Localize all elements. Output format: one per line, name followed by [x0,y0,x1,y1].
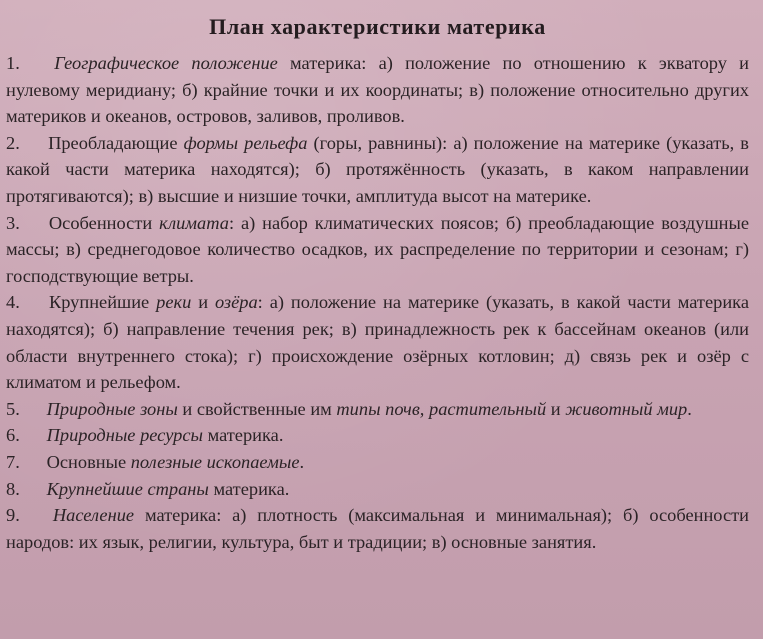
plan-item-5 [6,396,749,423]
item-number: 7. [6,451,20,472]
item-italic-2: типы почв, растительный [336,398,547,419]
item-italic: климата [159,212,229,233]
item-italic: формы рельефа [183,132,308,153]
item-italic: Крупнейшие страны [46,478,209,499]
item-lead: Особенности [48,212,160,233]
item-text: материка: а) плотность (максимальная и минимальная); б) особенности народов: их язык, религии, культура, быт и традиции; в) основные занятия. [6,505,749,552]
item-number: 8. [6,478,20,499]
item-number: 6. [6,425,20,446]
item-text: . [687,398,692,419]
item-italic: Природные ресурсы [46,425,203,446]
plan-item-7 [6,449,749,476]
item-number: 9. [6,505,20,526]
plan-item-1 [6,50,749,130]
item-italic-2: озёра [214,292,258,313]
item-text: материка. [202,425,284,446]
plan-item-4 [6,289,749,395]
plan-item-2 [6,130,749,210]
item-text: материка: а) положение по отношению к экватору и нулевому меридиану; б) крайние точки и их координаты; в) положение относительно других материков и океанов, островов, заливов, проливов. [6,53,749,127]
item-italic: полезные ископаемые [130,451,300,472]
item-italic: Население [52,505,135,526]
item-italic-3: животный мир [565,398,688,419]
item-number: 1. [6,53,20,73]
plan-item-3 [6,210,749,290]
plan-item-6 [6,422,749,449]
item-text: (горы, равнины): а) положение на материке (указать, в какой части материка находятся); б) протяжённость (указать, в каком направлении протягиваются); в) высшие и низшие точки, амплитуда высот на материке. [6,132,749,206]
item-text: . [299,451,305,472]
item-number: 3. [6,212,20,233]
item-text: : а) положение на материке (указать, в какой части материка находятся); б) направление течения рек; в) принадлежность рек к бассейнам океанов (или области внутреннего стока); г) происхождение озёрных котловин; д) связь рек и озёр с климатом и рельефом. [6,292,749,393]
item-text: : а) набор климатических поясов; б) преобладающие воздушные массы; в) среднегодовое количество осадков, их распределение по территории и сезонам; г) господствующие ветры. [6,212,749,286]
item-number: 2. [6,132,20,153]
item-mid: и [191,292,215,313]
item-lead: Основные [46,451,131,472]
item-mid: и свойственные им [177,398,337,419]
item-italic: Природные зоны [46,398,178,419]
item-lead: Крупнейшие [48,292,157,313]
item-italic: Географическое положение [54,53,278,73]
item-mid-2: и [546,398,566,419]
item-lead: Преобладающие [48,132,184,153]
plan-item-8 [6,476,749,503]
item-text: материка. [208,478,290,499]
item-number: 4. [6,292,20,313]
plan-item-9 [6,502,749,555]
item-number: 5. [6,398,20,419]
page-title: План характеристики материка [209,14,546,39]
item-italic: реки [156,292,192,313]
